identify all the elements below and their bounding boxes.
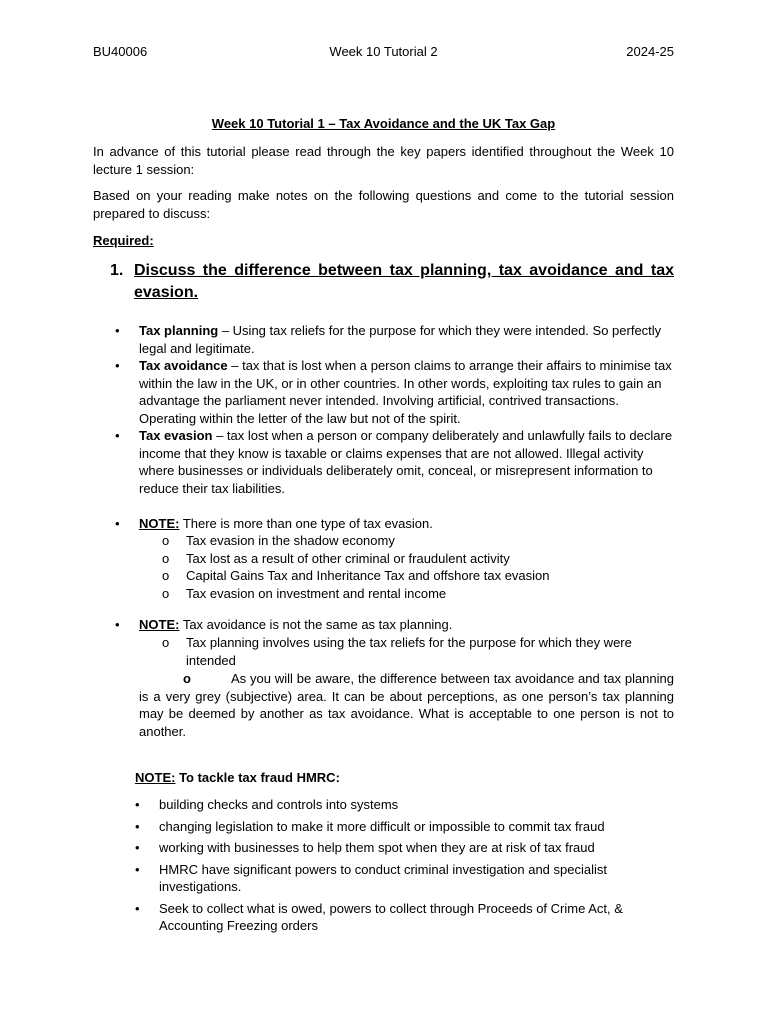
circle-bullet-icon: o — [162, 585, 170, 601]
circle-bullet-icon: o — [162, 533, 170, 548]
bullet-icon: • — [135, 797, 140, 812]
list-item — [162, 585, 674, 603]
header-tutorial: Week 10 Tutorial 2 — [329, 44, 438, 59]
definition-term: Tax planning — [139, 323, 219, 338]
bullet-icon: • — [135, 900, 140, 916]
list-item-text: Seek to collect what is owed, powers to collect through Proceeds of Crime Act, & Accounting Freezing orders — [159, 900, 623, 933]
question-number: 1. — [110, 262, 124, 279]
list-item — [110, 427, 674, 497]
bullet-icon: • — [135, 840, 140, 855]
definition-term: Tax evasion — [139, 428, 213, 443]
list-item-text: Tax planning involves using the tax reliefs for the purpose for which they were intended — [186, 635, 632, 668]
note-label: NOTE: — [139, 516, 180, 531]
list-item — [162, 532, 674, 550]
document-title: Week 10 Tutorial 1 – Tax Avoidance and the UK Tax Gap — [211, 116, 556, 131]
definition-text: – Using tax reliefs for the purpose for which they were intended. So perfectly legal and legitimate. — [139, 323, 662, 356]
list-item-text: HMRC have significant powers to conduct criminal investigation and specialist investigations. — [159, 861, 607, 894]
bullet-icon: • — [135, 818, 140, 834]
note-label: NOTE: — [135, 770, 176, 785]
list-item — [162, 550, 674, 568]
bullet-icon: • — [115, 516, 120, 531]
bullet-icon: • — [115, 358, 120, 373]
definition-text: – tax that is lost when a person claims to arrange their affairs to minimise tax within the law in the UK, or in other countries. In other words, exploiting tax rules to gain an advantage the parliament never intended. Involving artificial, contrived transactions. Operating within the letter of the law but not of the spirit. — [139, 358, 672, 426]
list-item-text: building checks and controls into systems — [159, 797, 399, 812]
list-item-text: Tax evasion in the shadow economy — [186, 533, 395, 548]
list-item — [110, 357, 674, 427]
circle-bullet-icon: o — [162, 550, 170, 566]
circle-bullet-icon: o — [162, 568, 170, 583]
grey-area-paragraph — [139, 670, 674, 740]
list-item — [110, 616, 674, 634]
list-item — [135, 861, 674, 896]
definitions-list — [110, 322, 674, 497]
list-item — [135, 796, 674, 814]
list-item-text: Capital Gains Tax and Inheritance Tax and offshore tax evasion — [186, 568, 550, 583]
course-code: BU40006 — [93, 44, 148, 59]
definition-text: – tax lost when a person or company deliberately and unlawfully fails to declare income that they know is taxable or claims expenses that are not allowed. Illegal activity where businesses or individuals deliberately omit, conceal, or misrepresent information to reduce their tax liabilities. — [139, 428, 673, 496]
list-item — [135, 839, 674, 857]
list-item-text: Tax lost as a result of other criminal or fraudulent activity — [186, 550, 510, 566]
list-item — [110, 515, 674, 533]
bullet-icon: • — [135, 861, 140, 877]
hmrc-measures-list — [135, 796, 674, 939]
note-evasion-types — [110, 515, 674, 533]
list-item-text: changing legislation to make it more difficult or impossible to commit tax fraud — [159, 818, 605, 834]
grey-area-text: As you will be aware, the difference between tax avoidance and tax planning is a very grey (subjective) area. It can be about perceptions, as one person’s tax planning may be deemed by another as tax avoidance. What is acceptable to one person is not to another. — [139, 671, 674, 739]
required-label: Required: — [93, 233, 154, 248]
note-hmrc-heading — [135, 769, 340, 787]
intro-paragraph-1: In advance of this tutorial please read through the key papers identified throughout the Week 10 lecture 1 session: — [93, 144, 674, 177]
circle-bullet-icon: o — [162, 635, 170, 650]
circle-bullet-icon: o — [183, 671, 191, 686]
note-text: Tax avoidance is not the same as tax planning. — [179, 617, 453, 632]
list-item-text: Tax evasion on investment and rental income — [186, 585, 447, 601]
note-text: To tackle tax fraud HMRC: — [175, 770, 340, 785]
list-item-text: working with businesses to help them spot when they are at risk of tax fraud — [159, 840, 595, 855]
list-item — [110, 322, 674, 357]
question-text: Discuss the difference between tax planning, tax avoidance and tax evasion. — [134, 262, 674, 301]
evasion-types-list — [162, 532, 674, 602]
note-label: NOTE: — [139, 617, 180, 632]
page-header — [93, 43, 674, 61]
intro-paragraph-2: Based on your reading make notes on the following questions and come to the tutorial session prepared to discuss: — [93, 188, 674, 221]
list-item — [162, 634, 674, 669]
note-text: There is more than one type of tax evasion. — [179, 516, 433, 531]
bullet-icon: • — [115, 323, 120, 338]
planning-list — [162, 634, 674, 669]
bullet-icon: • — [115, 428, 120, 443]
list-item — [135, 900, 674, 935]
definition-term: Tax avoidance — [139, 358, 228, 373]
list-item — [162, 567, 674, 585]
list-item — [135, 818, 674, 836]
note-avoidance-vs-planning — [110, 616, 674, 634]
bullet-icon: • — [115, 617, 120, 632]
academic-year: 2024-25 — [626, 44, 674, 59]
